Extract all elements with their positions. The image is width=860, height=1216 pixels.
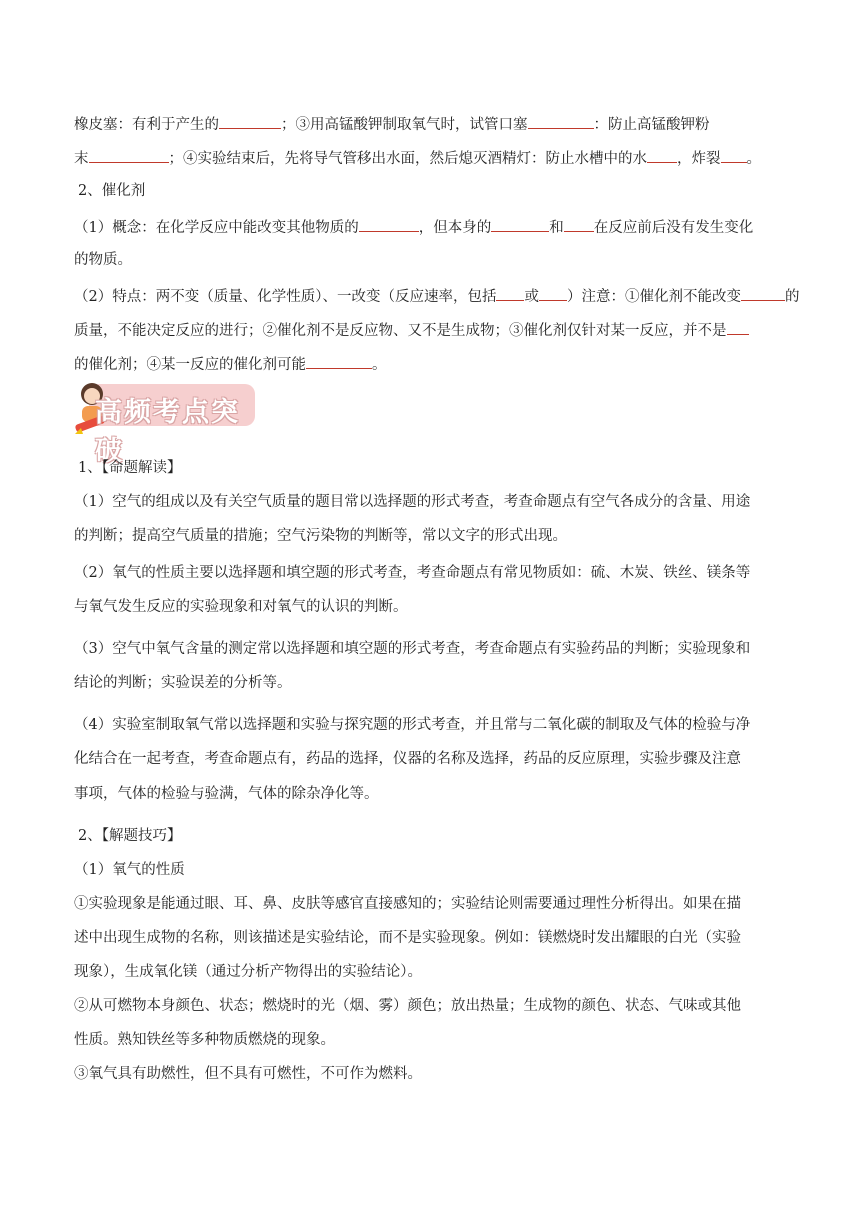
paragraph-line: （2）氧气的性质主要以选择题和填空题的形式考查，考查命题点有常见物质如：硫、木炭、铁丝、镁条等 xyxy=(74,565,751,581)
text-line: （2）特点：两不变（质量、化学性质）、一改变（反应速率，包括 或 ）注意：①催化剂不能改变 的 xyxy=(74,286,799,306)
text-line: 末 ；④实验结束后，先将导气管移出水面，然后熄灭酒精灯：防止水槽中的水 ，炸裂 。 xyxy=(74,148,761,168)
answer-blank[interactable] xyxy=(359,217,419,232)
paragraph-line: （3）空气中氧气含量的测定常以选择题和填空题的形式考查，考查命题点有实验药品的判断；实验现象和 xyxy=(74,641,751,657)
answer-blank[interactable] xyxy=(647,148,677,163)
section-heading-exam-analysis: 1、【命题解读】 xyxy=(78,460,182,476)
text-line: 橡皮塞：有利于产生的 ；③用高锰酸钾制取氧气时，试管口塞 ：防止高锰酸钾粉 xyxy=(74,114,710,134)
paragraph-line: 现象），生成氧化镁（通过分析产物得出的实验结论）。 xyxy=(74,964,422,980)
paragraph-line: （1）空气的组成以及有关空气质量的题目常以选择题的形式考查，考查命题点有空气各成分的含量、用途 xyxy=(74,494,751,510)
section-heading-solving-tips: 2、【解题技巧】 xyxy=(78,828,182,844)
paragraph-line: 性质。熟知铁丝等多种物质燃烧的现象。 xyxy=(74,1032,335,1048)
paragraph-line: 结论的判断；实验误差的分析等。 xyxy=(74,675,292,691)
answer-blank[interactable] xyxy=(727,320,749,335)
answer-blank[interactable] xyxy=(539,286,567,301)
paragraph-line: 事项，气体的检验与验满，气体的除杂净化等。 xyxy=(74,786,379,802)
section-banner xyxy=(73,378,257,467)
answer-blank[interactable] xyxy=(564,217,594,232)
paragraph-line: （4）实验室制取氧气常以选择题和实验与探究题的形式考查，并且常与二氧化碳的制取及气体的检验与净 xyxy=(74,717,751,733)
text-line: 质量，不能决定反应的进行；②催化剂不是反应物、又不是生成物；③催化剂仅针对某一反应，并不是 xyxy=(74,320,749,340)
paragraph-line: 的判断；提高空气质量的措施；空气污染物的判断等，常以文字的形式出现。 xyxy=(74,528,567,544)
text-line: 的物质。 xyxy=(74,252,132,268)
answer-blank[interactable] xyxy=(721,148,747,163)
paragraph-line: ③氧气具有助燃性，但不具有可燃性，不可作为燃料。 xyxy=(74,1066,422,1082)
text-line: （1）概念：在化学反应中能改变其他物质的 ，但本身的 和 在反应前后没有发生变化 xyxy=(74,217,753,237)
paragraph-line: （1）氧气的性质 xyxy=(74,862,185,878)
paragraph-line: 化结合在一起考查，考查命题点有，药品的选择，仪器的名称及选择，药品的反应原理，实验步骤及注意 xyxy=(74,751,741,767)
answer-blank[interactable] xyxy=(89,148,169,163)
section-heading-catalyst: 2、催化剂 xyxy=(78,183,146,199)
paragraph-line: ①实验现象是能通过眼、耳、鼻、皮肤等感官直接感知的；实验结论则需要通过理性分析得出。如果在描 xyxy=(74,896,741,912)
banner-title: 高频考点突破 xyxy=(95,397,240,467)
text-line: 的催化剂；④某一反应的催化剂可能 。 xyxy=(74,354,387,374)
answer-blank[interactable] xyxy=(741,286,785,301)
answer-blank[interactable] xyxy=(491,217,549,232)
paragraph-line: ②从可燃物本身颜色、状态；燃烧时的光（烟、雾）颜色；放出热量；生成物的颜色、状态、气味或其他 xyxy=(74,998,741,1014)
answer-blank[interactable] xyxy=(219,114,281,129)
answer-blank[interactable] xyxy=(496,286,524,301)
answer-blank[interactable] xyxy=(306,354,372,369)
paragraph-line: 与氧气发生反应的实验现象和对氧气的认识的判断。 xyxy=(74,599,408,615)
paragraph-line: 述中出现生成物的名称，则该描述是实验结论，而不是实验现象。例如：镁燃烧时发出耀眼的白光（实验 xyxy=(74,930,741,946)
answer-blank[interactable] xyxy=(528,114,594,129)
